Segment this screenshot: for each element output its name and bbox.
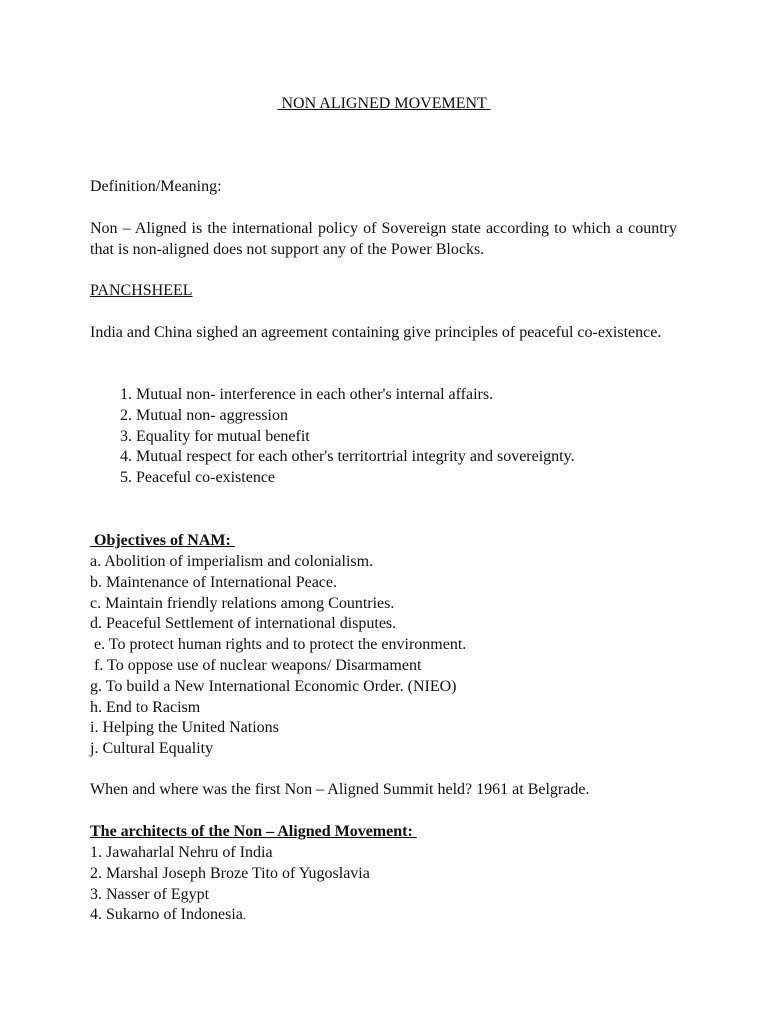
architects-list (90, 843, 370, 927)
objective-item: a. Abolition of imperialism and colonialism. (90, 553, 374, 570)
architect-item-text: 4. Sukarno of Indonesia (90, 906, 243, 924)
panchsheel-heading-text: PANCHSHEEL (90, 282, 193, 299)
objectives-list (90, 552, 466, 760)
principle-item: 1. Mutual non- interference in each other's internal affairs. (136, 385, 696, 406)
architect-item: 1. Jawaharlal Nehru of India (90, 844, 273, 861)
definition-heading: Definition/Meaning: (90, 178, 222, 195)
objective-item: i. Helping the United Nations (90, 719, 279, 737)
architect-item-period: . (242, 910, 246, 923)
architects-heading (90, 822, 677, 843)
definition-text: Non – Aligned is the international policy of Sovereign state according to which a country that is non-aligned does not support any of the Power Blocks. (90, 220, 677, 258)
principle-item: 5. Peaceful co-existence (136, 468, 696, 489)
principle-item: 2. Mutual non- aggression (136, 406, 696, 427)
summit-text: When and where was the first Non – Aligned Summit held? 1961 at Belgrade. (90, 781, 590, 798)
principle-item: 4. Mutual respect for each other's territortrial integrity and sovereignty. (136, 447, 696, 468)
objectives-heading (90, 531, 677, 552)
page-title: NON ALIGNED MOVEMENT (277, 95, 491, 112)
principles-list (90, 385, 696, 489)
objective-item: b. Maintenance of International Peace. (90, 573, 337, 591)
objective-item: g. To build a New International Economic Order. (NIEO) (90, 677, 457, 695)
objectives-heading-text: Objectives of NAM: (90, 532, 235, 549)
panchsheel-intro: India and China sighed an agreement containing give principles of peaceful co-existence. (90, 324, 662, 341)
objective-item: f. To oppose use of nuclear weapons/ Disarmament (90, 656, 422, 674)
architects-heading-text: The architects of the Non – Aligned Movement: (90, 823, 417, 840)
architect-item (90, 905, 370, 927)
principle-item: 3. Equality for mutual benefit (136, 427, 696, 448)
objective-item: h. End to Racism (90, 698, 201, 716)
objective-item: e. To protect human rights and to protect the environment. (90, 636, 467, 654)
architect-item: 3. Nasser of Egypt (90, 885, 210, 903)
objective-item: d. Peaceful Settlement of international disputes. (90, 615, 397, 633)
objective-item: j. Cultural Equality (90, 740, 214, 758)
objective-item: c. Maintain friendly relations among Countries. (90, 594, 395, 612)
architect-item: 2. Marshal Joseph Broze Tito of Yugoslavia (90, 864, 370, 882)
panchsheel-heading (90, 281, 677, 302)
